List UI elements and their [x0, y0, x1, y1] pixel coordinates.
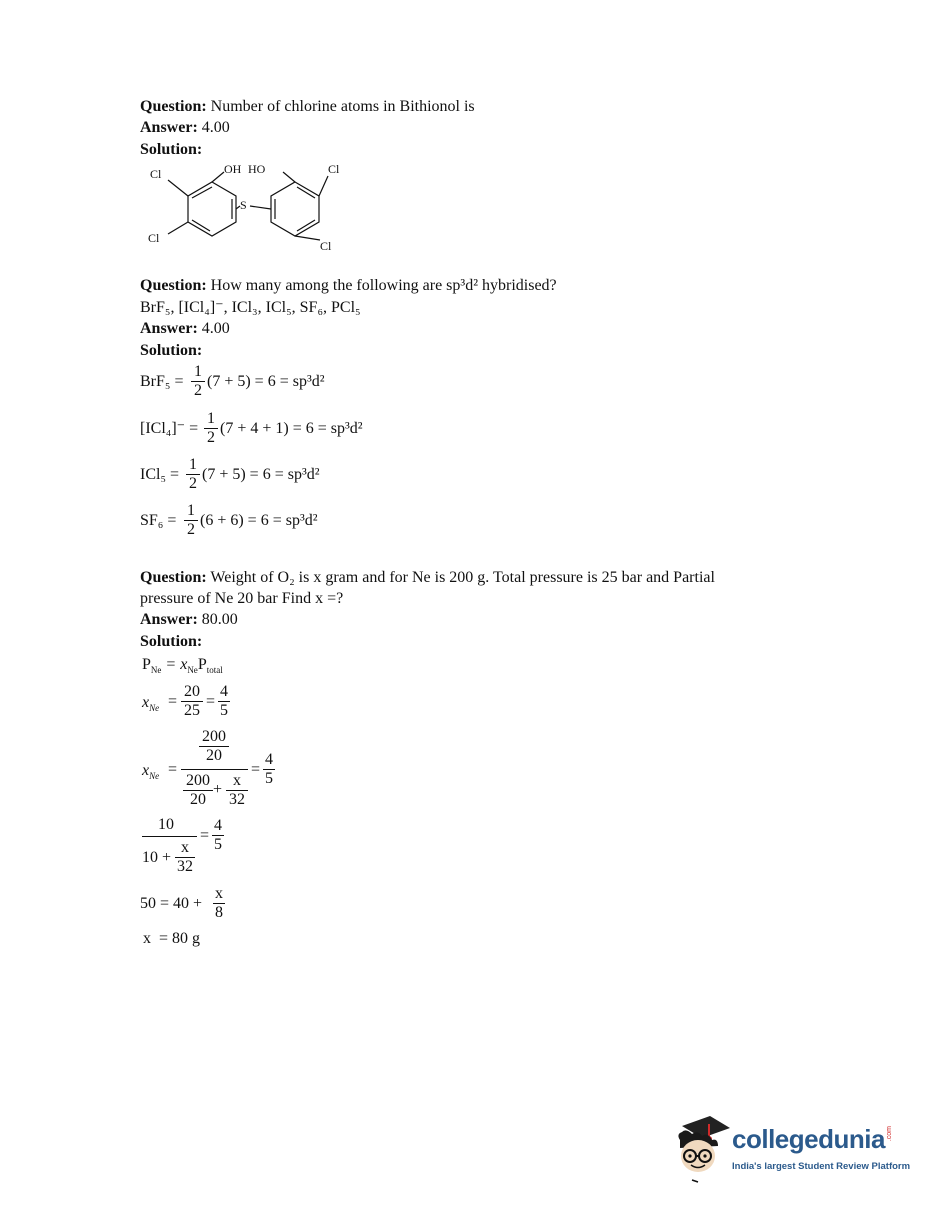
q1-solution-label: Solution: [140, 141, 203, 158]
step3-eq2: = [251, 761, 261, 778]
q3-answer-value: 80.00 [201, 611, 238, 628]
q2-question-label: Question: [140, 277, 207, 294]
oh-group: OH [224, 162, 242, 176]
q1-question-label: Question: [140, 98, 207, 115]
eq-brf5-lhs: BrF₅ = [140, 373, 184, 390]
step5-frac-x-8: x 8 [215, 885, 223, 921]
ho-group: HO [248, 162, 266, 176]
step2-frac-4-5: 4 5 [220, 683, 228, 719]
step4-num-10: 10 [158, 816, 174, 833]
logo-brand: collegedunia [732, 1124, 885, 1154]
step4-frac-4-5: 4 5 [214, 817, 222, 853]
step3-frac-4-5: 4 5 [265, 751, 273, 787]
eq-icl5-half: 1 2 [186, 457, 200, 492]
left-benzene-ring [188, 182, 236, 236]
step4-eq: = [200, 827, 210, 844]
q2-answer [140, 319, 230, 339]
q2-solution [140, 341, 202, 361]
step2-eq2: = [206, 693, 216, 710]
step2-eq1: = [168, 693, 178, 710]
step3-main-bar [181, 769, 248, 770]
q2-species: BrF₅, [ICl₄]⁻, ICl₃, ICl₅, SF₆, PCl₅ [140, 299, 361, 316]
cl-bottom-left: Cl [148, 231, 160, 245]
eq-brf5-half: 1 2 [191, 364, 205, 399]
cl-top-right: Cl [328, 162, 340, 176]
q3-question-text-1: Weight of O₂ is x gram and for Ne is 200 g. Total pressure is 25 bar and Partial [210, 569, 715, 586]
step-partial-pressure: $P_{Ne} = x_{Ne}P_{total}$ [142, 656, 223, 676]
step3-den-x-32: x 32 [226, 773, 248, 808]
q1-answer-value: 4.00 [201, 119, 230, 136]
step3-eq1: = [168, 761, 178, 778]
q3-answer [140, 610, 238, 630]
logo-suffix: .com [886, 1126, 893, 1142]
q3-question-line1 [140, 568, 715, 588]
eq-icl5-rhs: (7 + 5) = 6 = sp³d² [202, 466, 320, 483]
q3-solution [140, 632, 202, 652]
step2-frac-20-25: 20 25 [181, 684, 203, 719]
step4-frac-x-32: x 32 [177, 839, 193, 875]
q3-question-text-2: pressure of Ne 20 bar Find x =? [140, 590, 344, 607]
cl-bottom-right: Cl [320, 239, 332, 253]
cl-top-left: Cl [150, 167, 162, 181]
q2-question-text: How many among the following are sp³d² hybridised? [210, 277, 557, 294]
step3-xne: $x_{Ne}$ [142, 762, 160, 782]
eq-sf6-lhs: SF₆ = [140, 512, 177, 529]
q3-answer-label: Answer: [140, 611, 198, 628]
mascot-icon [672, 1112, 732, 1184]
step5-lhs: 50 = 40 + [140, 895, 203, 912]
q1-answer-label: Answer: [140, 119, 198, 136]
q2-solution-label: Solution: [140, 342, 203, 359]
final-answer: x = 80 g [143, 930, 201, 947]
step3-den-200-20: 200 20 [183, 773, 213, 808]
bithionol-structure [140, 158, 360, 258]
eq-icl4-rhs: (7 + 4 + 1) = 6 = sp³d² [220, 420, 363, 437]
step3-num-200-20: 200 20 [199, 729, 229, 764]
q3-solution-label: Solution: [140, 633, 203, 650]
step4-main-bar [142, 836, 197, 837]
q1-solution [140, 140, 202, 160]
q2-answer-label: Answer: [140, 320, 198, 337]
q1-question [140, 97, 475, 117]
q1-answer [140, 118, 230, 138]
sulfur-atom: S [240, 198, 247, 212]
right-benzene-ring [271, 182, 319, 236]
q2-answer-value: 4.00 [201, 320, 230, 337]
step3-plus: + [213, 781, 223, 798]
eq-brf5-rhs: (7 + 5) = 6 = sp³d² [207, 373, 325, 390]
eq-sf6-rhs: (6 + 6) = 6 = sp³d² [200, 512, 318, 529]
logo-wordmark [732, 1124, 885, 1155]
q3-question-label: Question: [140, 569, 207, 586]
q2-question [140, 276, 557, 296]
eq-sf6-half: 1 2 [184, 503, 198, 538]
collegedunia-logo [672, 1112, 911, 1190]
eq-icl5-lhs: ICl₅ = [140, 466, 180, 483]
step2-xne: $x_{Ne}$ [142, 694, 160, 714]
q1-question-text: Number of chlorine atoms in Bithionol is [210, 98, 475, 115]
logo-tagline: India's largest Student Review Platform [732, 1161, 911, 1172]
step4-ten-plus: 10 + [142, 849, 172, 866]
eq-icl4-lhs: [ICl₄]⁻ = [140, 420, 199, 437]
eq-icl4-half: 1 2 [204, 411, 218, 446]
